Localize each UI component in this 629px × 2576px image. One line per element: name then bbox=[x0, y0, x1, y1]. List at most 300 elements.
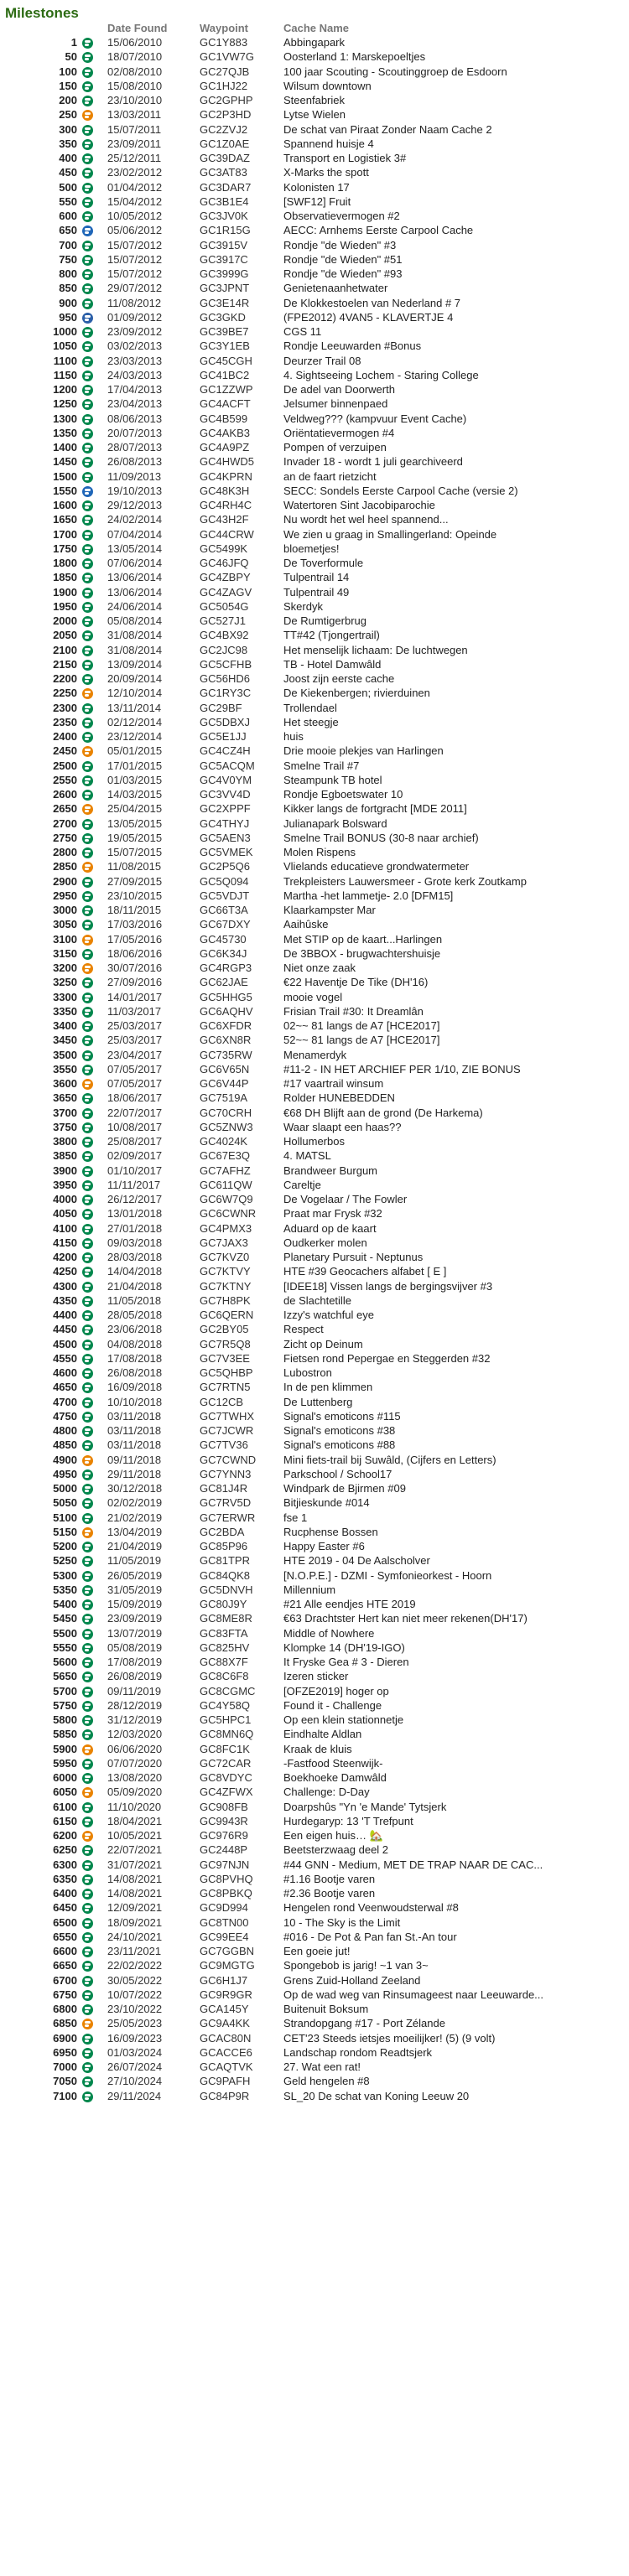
cache-name-link[interactable]: Kraak de kluis bbox=[283, 1742, 352, 1755]
cache-name-link[interactable]: Rucphense Bossen bbox=[283, 1525, 378, 1538]
cache-name-link[interactable]: #21 Alle eendjes HTE 2019 bbox=[283, 1598, 416, 1611]
cache-name-link[interactable]: SL_20 De schat van Koning Leeuw 20 bbox=[283, 2089, 470, 2102]
waypoint-link[interactable]: GC4BX92 bbox=[200, 629, 249, 642]
waypoint-link[interactable]: GC5VMEK bbox=[200, 846, 253, 859]
waypoint-link[interactable]: GC5499K bbox=[200, 542, 248, 555]
cache-name-link[interactable]: Smelne Trail #7 bbox=[283, 759, 360, 772]
cache-name-link[interactable]: [IDEE18] Vissen langs de bergingsvijver #3 bbox=[283, 1279, 493, 1293]
waypoint-link[interactable]: GC5HHG5 bbox=[200, 990, 252, 1003]
waypoint-link[interactable]: GC7RTN5 bbox=[200, 1381, 251, 1394]
cache-name-link[interactable]: Hollumerbos bbox=[283, 1135, 345, 1148]
waypoint-link[interactable]: GC5CFHB bbox=[200, 657, 252, 671]
cache-name-link[interactable]: Grens Zuid-Holland Zeeland bbox=[283, 1973, 421, 1987]
cache-name-link[interactable]: Buitenuit Boksum bbox=[283, 2003, 369, 2016]
cache-name-link[interactable]: Aduard op de kaart bbox=[283, 1221, 377, 1235]
waypoint-link[interactable]: GC2ZVJ2 bbox=[200, 122, 248, 136]
cache-name-link[interactable]: Genietenaanhetwater bbox=[283, 282, 388, 295]
cache-name-link[interactable]: Steampunk TB hotel bbox=[283, 773, 382, 786]
waypoint-link[interactable]: GC70CRH bbox=[200, 1106, 252, 1119]
waypoint-link[interactable]: GC9D994 bbox=[200, 1901, 248, 1915]
cache-name-link[interactable]: Happy Easter #6 bbox=[283, 1540, 365, 1553]
waypoint-link[interactable]: GC5ZNW3 bbox=[200, 1120, 253, 1133]
cache-name-link[interactable]: #17 vaartrail winsum bbox=[283, 1077, 384, 1091]
cache-name-link[interactable]: De Klokkestoelen van Nederland # 7 bbox=[283, 296, 461, 309]
cache-name-link[interactable]: Beetsterzwaag deel 2 bbox=[283, 1843, 389, 1857]
cache-name-link[interactable]: Een eigen huis… 🏡 bbox=[283, 1829, 383, 1843]
cache-name-link[interactable]: Frisian Trail #30: It Dreamlân bbox=[283, 1004, 424, 1018]
cache-name-link[interactable]: #2.36 Bootje varen bbox=[283, 1887, 376, 1900]
cache-name-link[interactable]: Signal's emoticons #115 bbox=[283, 1409, 401, 1423]
cache-name-link[interactable]: Klompke 14 (DH'19-IGO) bbox=[283, 1640, 405, 1654]
cache-name-link[interactable]: Rondje "de Wieden" #51 bbox=[283, 252, 403, 266]
date-found: 23/09/2012 bbox=[107, 325, 163, 339]
waypoint-link[interactable]: GC4ZAGV bbox=[200, 585, 252, 599]
waypoint-link[interactable]: GC3AT83 bbox=[200, 166, 247, 179]
cache-name-link[interactable]: Found it - Challenge bbox=[283, 1698, 382, 1712]
waypoint-link[interactable]: GC2BDA bbox=[200, 1525, 245, 1538]
cache-name-link[interactable]: mooie vogel bbox=[283, 990, 343, 1003]
cache-name-link[interactable]: 27. Wat een rat! bbox=[283, 2060, 361, 2074]
cache-type-cell bbox=[82, 744, 107, 758]
date-found: 23/09/2011 bbox=[107, 137, 162, 150]
cache-name-link[interactable]: Waar slaapt een haas?? bbox=[283, 1120, 402, 1133]
waypoint-link[interactable]: GC7H8PK bbox=[200, 1293, 251, 1307]
waypoint-link[interactable]: GC9R9GR bbox=[200, 1988, 252, 2001]
waypoint-link[interactable]: GC67E3Q bbox=[200, 1149, 250, 1163]
waypoint-link[interactable]: GC7R5Q8 bbox=[200, 1337, 251, 1350]
waypoint-link[interactable]: GC6AQHV bbox=[200, 1004, 253, 1018]
waypoint-link[interactable]: GCA145Y bbox=[200, 2003, 249, 2016]
waypoint-link[interactable]: GC6K34J bbox=[200, 946, 247, 960]
cache-name-link[interactable]: Smelne Trail BONUS (30-8 naar archief) bbox=[283, 831, 479, 844]
cache-name-link[interactable]: Skerdyk bbox=[283, 599, 323, 613]
waypoint-link[interactable]: GC3917C bbox=[200, 252, 248, 266]
waypoint-link[interactable]: GC4AKB3 bbox=[200, 426, 250, 439]
waypoint-link[interactable]: GC5DBXJ bbox=[200, 715, 250, 728]
cache-name-link[interactable]: an de faart rietzicht bbox=[283, 469, 377, 483]
waypoint-link[interactable]: GC66T3A bbox=[200, 904, 248, 917]
cache-name-link[interactable]: #016 - De Pot & Pan fan St.-An tour bbox=[283, 1930, 457, 1943]
waypoint-link[interactable]: GC4ZFWX bbox=[200, 1786, 253, 1799]
waypoint-link[interactable]: GC2XPPF bbox=[200, 802, 251, 816]
waypoint-link[interactable]: GC5DNVH bbox=[200, 1583, 253, 1596]
cache-name-link[interactable]: Hurdegaryp: 13 'T Trefpunt bbox=[283, 1814, 413, 1827]
cache-name-link[interactable]: CET'23 Steeds ietsjes moeilijker! (5) (9 volt) bbox=[283, 2031, 496, 2045]
waypoint-link[interactable]: GC7KTNY bbox=[200, 1279, 252, 1293]
waypoint-link[interactable]: GC7ERWR bbox=[200, 1511, 256, 1524]
milestone-number: 2700 bbox=[53, 816, 77, 830]
waypoint-link[interactable]: GC3E14R bbox=[200, 296, 250, 309]
cache-name-link[interactable]: -Fastfood Steenwijk- bbox=[283, 1756, 383, 1770]
cache-name-link[interactable]: #1.16 Bootje varen bbox=[283, 1872, 376, 1885]
waypoint-link[interactable]: GC7CWND bbox=[200, 1453, 257, 1466]
cache-name-link[interactable]: Oriëntatievermogen #4 bbox=[283, 426, 395, 439]
waypoint-link[interactable]: GC8CGMC bbox=[200, 1684, 256, 1697]
cache-name-link[interactable]: Praat mar Frysk #32 bbox=[283, 1207, 382, 1221]
waypoint-link[interactable]: GC12CB bbox=[200, 1395, 244, 1408]
cache-name-link[interactable]: fse 1 bbox=[283, 1511, 308, 1524]
waypoint-link[interactable]: GC5AEN3 bbox=[200, 831, 251, 844]
date-found: 13/05/2014 bbox=[107, 542, 163, 555]
cache-name-link[interactable]: AECC: Arnhems Eerste Carpool Cache bbox=[283, 224, 474, 237]
waypoint-link[interactable]: GC3Y1EB bbox=[200, 339, 250, 353]
waypoint-link[interactable]: GC8TN00 bbox=[200, 1915, 249, 1929]
waypoint-link[interactable]: GC5ACQM bbox=[200, 759, 255, 772]
cache-name-link[interactable]: Spongebob is jarig! ~1 van 3~ bbox=[283, 1959, 429, 1972]
cache-name-link[interactable]: Middle of Nowhere bbox=[283, 1626, 375, 1640]
cache-name-link[interactable]: (FPE2012) 4VAN5 - KLAVERTJE 4 bbox=[283, 310, 454, 324]
waypoint-link[interactable]: GC3915V bbox=[200, 238, 248, 251]
waypoint-link[interactable]: GCACCE6 bbox=[200, 2045, 252, 2059]
waypoint-link[interactable]: GC41BC2 bbox=[200, 368, 250, 381]
waypoint-link[interactable]: GC27QJB bbox=[200, 65, 250, 78]
cache-name-link[interactable]: huis bbox=[283, 730, 304, 744]
cache-name-link[interactable]: Het menselijk lichaam: De luchtwegen bbox=[283, 643, 468, 656]
cache-name-link[interactable]: Met STIP op de kaart...Harlingen bbox=[283, 932, 443, 946]
waypoint-link[interactable]: GC735RW bbox=[200, 1048, 252, 1061]
cache-name-link[interactable]: Transport en Logistiek 3# bbox=[283, 152, 407, 165]
waypoint-link[interactable]: GC7TV36 bbox=[200, 1438, 248, 1452]
waypoint-link[interactable]: GC83FTA bbox=[200, 1626, 248, 1640]
cache-name-link[interactable]: Millennium bbox=[283, 1583, 336, 1596]
waypoint-link[interactable]: GC67DXY bbox=[200, 918, 251, 931]
waypoint-link[interactable]: GC6XFDR bbox=[200, 1019, 252, 1033]
waypoint-link[interactable]: GC2P3HD bbox=[200, 108, 252, 122]
cache-name-link[interactable]: Kikker langs de fortgracht [MDE 2011] bbox=[283, 802, 467, 816]
waypoint-link[interactable]: GC8PBKQ bbox=[200, 1887, 252, 1900]
waypoint-link[interactable]: GC5VDJT bbox=[200, 889, 250, 902]
waypoint-link[interactable]: GCAQTVK bbox=[200, 2060, 253, 2074]
waypoint-link[interactable]: GC4ZBPY bbox=[200, 571, 251, 584]
waypoint-link[interactable]: GC9PAFH bbox=[200, 2075, 251, 2088]
waypoint-link[interactable]: GC527J1 bbox=[200, 614, 246, 628]
waypoint-link[interactable]: GC1HJ22 bbox=[200, 79, 248, 92]
cache-type-traditional-icon bbox=[82, 1368, 93, 1379]
waypoint-link[interactable]: GC9A4KK bbox=[200, 2017, 250, 2030]
cache-name-link[interactable]: Landschap rondom Readtsjerk bbox=[283, 2045, 433, 2059]
cache-name-link[interactable]: De 3BBOX - brugwachtershuisje bbox=[283, 946, 441, 960]
waypoint-link[interactable]: GC908FB bbox=[200, 1800, 248, 1813]
cache-name-link[interactable]: 10 - The Sky is the Limit bbox=[283, 1915, 401, 1929]
cache-name-link[interactable]: Op een klein stationnetje bbox=[283, 1713, 404, 1727]
cache-name-link[interactable]: Joost zijn eerste cache bbox=[283, 672, 395, 686]
waypoint-link[interactable]: GC99EE4 bbox=[200, 1930, 249, 1943]
waypoint-link[interactable]: GC5Q094 bbox=[200, 874, 249, 888]
cache-type-traditional-icon bbox=[82, 414, 93, 425]
cache-name-link[interactable]: Pompen of verzuipen bbox=[283, 441, 387, 454]
cache-name-link[interactable]: €22 Haventje De Tike (DH'16) bbox=[283, 976, 429, 989]
waypoint-link[interactable]: GC97NJN bbox=[200, 1858, 250, 1871]
waypoint-link[interactable]: GC4RH4C bbox=[200, 499, 252, 512]
cache-name-link[interactable]: SECC: Sondels Eerste Carpool Cache (versie 2) bbox=[283, 484, 518, 497]
waypoint-link[interactable]: GC88X7F bbox=[200, 1656, 248, 1669]
cache-name-link[interactable]: Geld hengelen #8 bbox=[283, 2075, 370, 2088]
waypoint-link[interactable]: GC3JV0K bbox=[200, 210, 248, 223]
cache-name-link[interactable]: [OFZE2019] hoger op bbox=[283, 1684, 389, 1697]
cache-name-link[interactable]: Rondje "de Wieden" #93 bbox=[283, 267, 403, 281]
cache-name-link[interactable]: It Fryske Gea # 3 - Dieren bbox=[283, 1656, 409, 1669]
cache-name-link[interactable]: Nu wordt het wel heel spannend... bbox=[283, 513, 449, 526]
cache-name-link[interactable]: Rolder HUNEBEDDEN bbox=[283, 1091, 395, 1105]
cache-name-link[interactable]: Martha -het lammetje- 2.0 [DFM15] bbox=[283, 889, 454, 902]
waypoint-link[interactable]: GC80J9Y bbox=[200, 1598, 247, 1611]
waypoint-link[interactable]: GC4V0YM bbox=[200, 773, 252, 786]
cache-name-link[interactable]: Rondje Egboetswater 10 bbox=[283, 788, 403, 801]
waypoint-link[interactable]: GC7AFHZ bbox=[200, 1164, 251, 1177]
cache-name-link[interactable]: [SWF12] Fruit bbox=[283, 194, 351, 208]
waypoint-link[interactable]: GC56HD6 bbox=[200, 672, 250, 686]
waypoint-link[interactable]: GC1Y883 bbox=[200, 36, 248, 49]
waypoint-link[interactable]: GC29BF bbox=[200, 701, 242, 714]
cache-name-link[interactable]: TT#42 (Tjongertrail) bbox=[283, 629, 380, 642]
waypoint-link[interactable]: GC6V65N bbox=[200, 1062, 250, 1075]
waypoint-link[interactable]: GC4ACFT bbox=[200, 397, 251, 411]
cache-name-link[interactable]: [N.O.P.E.] - DZMI - Symfonieorkest - Hoorn bbox=[283, 1568, 492, 1582]
milestone-number: 4350 bbox=[53, 1293, 77, 1307]
waypoint-link[interactable]: GC72CAR bbox=[200, 1756, 252, 1770]
waypoint-link[interactable]: GC6XN8R bbox=[200, 1034, 252, 1047]
waypoint-link[interactable]: GC6W7Q9 bbox=[200, 1193, 253, 1206]
waypoint-link[interactable]: GC84QK8 bbox=[200, 1568, 250, 1582]
waypoint-link[interactable]: GC5E1JJ bbox=[200, 730, 247, 744]
cache-name-link[interactable]: Signal's emoticons #38 bbox=[283, 1424, 396, 1438]
cache-name-link[interactable]: Rondje Leeuwarden #Bonus bbox=[283, 339, 422, 353]
waypoint-link[interactable]: GC4A9PZ bbox=[200, 441, 250, 454]
cache-name-link[interactable]: Bitjieskunde #014 bbox=[283, 1496, 370, 1510]
waypoint-link[interactable]: GC611QW bbox=[200, 1178, 252, 1191]
cache-name-link[interactable]: Molen Rispens bbox=[283, 846, 356, 859]
cache-name-link[interactable]: Steenfabriek bbox=[283, 94, 345, 107]
cache-name-link[interactable]: De Toverformule bbox=[283, 557, 364, 570]
cache-name-link[interactable]: Parkschool / School17 bbox=[283, 1467, 392, 1480]
waypoint-link[interactable]: GC6H1J7 bbox=[200, 1973, 248, 1987]
cache-name-link[interactable]: TB - Hotel Damwâld bbox=[283, 657, 382, 671]
waypoint-link[interactable]: GC81TPR bbox=[200, 1554, 250, 1568]
waypoint-link[interactable]: GC7JAX3 bbox=[200, 1236, 248, 1249]
waypoint-link[interactable]: GC2P5Q6 bbox=[200, 860, 250, 873]
table-row bbox=[0, 93, 629, 107]
waypoint-link[interactable]: GC2GPHP bbox=[200, 94, 253, 107]
waypoint-link[interactable]: GC3DAR7 bbox=[200, 180, 252, 194]
cache-name-link[interactable]: De Kiekenbergen; rivierduinen bbox=[283, 687, 430, 700]
cache-name-link[interactable]: HTE 2019 - 04 De Aalscholver bbox=[283, 1554, 430, 1568]
waypoint-link[interactable]: GC46JFQ bbox=[200, 557, 249, 570]
waypoint-link[interactable]: GC4B599 bbox=[200, 412, 248, 425]
cache-name-link[interactable]: Het steegje bbox=[283, 715, 339, 728]
cache-name-link[interactable]: Op de wad weg van Rinsumageest naar Leeuwarde... bbox=[283, 1988, 544, 2001]
date-found: 11/10/2020 bbox=[107, 1800, 162, 1813]
cache-name-link[interactable]: Planetary Pursuit - Neptunus bbox=[283, 1251, 424, 1264]
cache-name-link[interactable]: Trekpleisters Lauwersmeer - Grote kerk Zoutkamp bbox=[283, 874, 527, 888]
waypoint-link[interactable]: GC6QERN bbox=[200, 1309, 254, 1322]
waypoint-link[interactable]: GC8MN6Q bbox=[200, 1728, 254, 1741]
cache-name-link[interactable]: Deurzer Trail 08 bbox=[283, 354, 361, 367]
cache-name-link[interactable]: In de pen klimmen bbox=[283, 1381, 373, 1394]
waypoint-link[interactable]: GC2448P bbox=[200, 1843, 248, 1857]
cache-name-link[interactable]: Boekhoeke Damwâld bbox=[283, 1771, 387, 1785]
waypoint-link[interactable]: GC1R15G bbox=[200, 224, 251, 237]
waypoint-link[interactable]: GC1Z0AE bbox=[200, 137, 250, 150]
waypoint-link[interactable]: GC7KTVY bbox=[200, 1265, 251, 1278]
waypoint-link[interactable]: GC45730 bbox=[200, 932, 247, 946]
cache-name-link[interactable]: Klaarkampster Mar bbox=[283, 904, 376, 917]
waypoint-link[interactable]: GC2JC98 bbox=[200, 643, 248, 656]
waypoint-link[interactable]: GC976R9 bbox=[200, 1829, 248, 1843]
waypoint-link[interactable]: GC7V3EE bbox=[200, 1351, 250, 1365]
waypoint-link[interactable]: GC5QHBP bbox=[200, 1366, 253, 1380]
waypoint-link[interactable]: GC8FC1K bbox=[200, 1742, 250, 1755]
cache-name-link[interactable]: bloemetjes! bbox=[283, 542, 340, 555]
cache-name-link[interactable]: €68 DH Blijft aan de grond (De Harkema) bbox=[283, 1106, 483, 1119]
cache-name-link[interactable]: Niet onze zaak bbox=[283, 961, 356, 975]
cache-name-link[interactable]: Kolonisten 17 bbox=[283, 180, 350, 194]
waypoint-link[interactable]: GC9MGTG bbox=[200, 1959, 255, 1972]
waypoint-link[interactable]: GC4024K bbox=[200, 1135, 248, 1148]
cache-name-link[interactable]: Jelsumer binnenpaed bbox=[283, 397, 388, 411]
waypoint-link[interactable]: GCAC80N bbox=[200, 2031, 252, 2045]
cache-name-link[interactable]: De adel van Doorwerth bbox=[283, 383, 395, 397]
waypoint-link[interactable]: GC6CWNR bbox=[200, 1207, 257, 1221]
cache-name-link[interactable]: Zicht op Deinum bbox=[283, 1337, 363, 1350]
cache-name-link[interactable]: 4. MATSL bbox=[283, 1149, 331, 1163]
cache-name-link[interactable]: Eindhalte Aldlan bbox=[283, 1728, 362, 1741]
waypoint-link[interactable]: GC7TWHX bbox=[200, 1409, 254, 1423]
cache-name-link[interactable]: Hengelen rond Veenwoudsterwal #8 bbox=[283, 1901, 459, 1915]
waypoint-link[interactable]: GC81J4R bbox=[200, 1482, 248, 1495]
waypoint-link[interactable]: GC1ZZWP bbox=[200, 383, 253, 397]
cache-name-link[interactable]: #11-2 - IN HET ARCHIEF PER 1/10, ZIE BONUS bbox=[283, 1062, 521, 1075]
waypoint-link[interactable]: GC4CZ4H bbox=[200, 744, 251, 758]
cache-name-link[interactable]: Tulpentrail 49 bbox=[283, 585, 350, 599]
cache-name-link[interactable]: Vlielands educatieve grondwatermeter bbox=[283, 860, 470, 873]
waypoint-link[interactable]: GC825HV bbox=[200, 1640, 250, 1654]
waypoint-link[interactable]: GC4Y58Q bbox=[200, 1698, 250, 1712]
waypoint-link[interactable]: GC4HWD5 bbox=[200, 455, 255, 469]
cache-name-link[interactable]: Mini fiets-trail bij Suwâld, (Cijfers en Letters) bbox=[283, 1453, 496, 1466]
cache-name-link[interactable]: Veldweg??? (kampvuur Event Cache) bbox=[283, 412, 467, 425]
waypoint-link[interactable]: GC6V44P bbox=[200, 1077, 249, 1091]
cache-type-traditional-icon bbox=[82, 1614, 93, 1625]
cache-name-link[interactable]: Fietsen rond Pepergae en Steggerden #32 bbox=[283, 1351, 491, 1365]
waypoint-link[interactable]: GC4PMX3 bbox=[200, 1221, 252, 1235]
waypoint-link[interactable]: GC1RY3C bbox=[200, 687, 252, 700]
cache-name-link[interactable]: We zien u graag in Smallingerland: Opeinde bbox=[283, 527, 497, 541]
cache-name-link[interactable]: Observatievermogen #2 bbox=[283, 210, 400, 223]
cache-name-link[interactable]: De Luttenberg bbox=[283, 1395, 353, 1408]
cache-name-link[interactable]: Drie mooie plekjes van Harlingen bbox=[283, 744, 444, 758]
waypoint-link[interactable]: GC4THYJ bbox=[200, 816, 250, 830]
cache-name-link[interactable]: Tulpentrail 14 bbox=[283, 571, 350, 584]
waypoint-link[interactable]: GC45CGH bbox=[200, 354, 252, 367]
cache-name-link[interactable]: Een goeie jut! bbox=[283, 1945, 351, 1958]
waypoint-link[interactable]: GC84P9R bbox=[200, 2089, 250, 2102]
cache-name-link[interactable]: De Rumtigerbrug bbox=[283, 614, 366, 628]
cache-name-link[interactable]: De Vogelaar / The Fowler bbox=[283, 1193, 408, 1206]
waypoint-link[interactable]: GC4KPRN bbox=[200, 469, 252, 483]
cache-name-link[interactable]: De schat van Piraat Zonder Naam Cache 2 bbox=[283, 122, 492, 136]
cache-name-link[interactable]: Julianapark Bolsward bbox=[283, 816, 387, 830]
waypoint-link[interactable]: GC7JCWR bbox=[200, 1424, 254, 1438]
cache-name-link[interactable]: Careltje bbox=[283, 1178, 321, 1191]
cache-name-link[interactable]: 4. Sightseeing Lochem - Staring College bbox=[283, 368, 479, 381]
cache-name-link[interactable]: Respect bbox=[283, 1323, 324, 1336]
cache-name-link[interactable]: Lubostron bbox=[283, 1366, 332, 1380]
cache-name-link[interactable]: HTE #39 Geocachers alfabet [ E ] bbox=[283, 1265, 447, 1278]
waypoint-link[interactable]: GC7GGBN bbox=[200, 1945, 255, 1958]
cache-name-link[interactable]: Lytse Wielen bbox=[283, 108, 346, 122]
cache-name-link[interactable]: Trollendael bbox=[283, 701, 337, 714]
waypoint-link[interactable]: GC8ME8R bbox=[200, 1612, 252, 1625]
cache-name-link[interactable]: Abbingapark bbox=[283, 36, 345, 49]
cache-name-link[interactable]: Strandopgang #17 - Port Zélande bbox=[283, 2017, 445, 2030]
cache-name-link[interactable]: Watertoren Sint Jacobiparochie bbox=[283, 499, 435, 512]
waypoint-link[interactable]: GC5HPC1 bbox=[200, 1713, 252, 1727]
waypoint-link[interactable]: GC4RGP3 bbox=[200, 961, 252, 975]
waypoint-link[interactable]: GC3B1E4 bbox=[200, 194, 249, 208]
waypoint-link[interactable]: GC44CRW bbox=[200, 527, 254, 541]
waypoint-link[interactable]: GC8PVHQ bbox=[200, 1872, 253, 1885]
waypoint-link[interactable]: GC48K3H bbox=[200, 484, 250, 497]
cache-name-link[interactable]: Invader 18 - wordt 1 juli gearchiveerd bbox=[283, 455, 463, 469]
cache-name-link[interactable]: Oudkerker molen bbox=[283, 1236, 367, 1249]
waypoint-link[interactable]: GC9943R bbox=[200, 1814, 248, 1827]
date-found: 30/12/2018 bbox=[107, 1482, 163, 1495]
cache-name-link[interactable]: 100 jaar Scouting - Scoutinggroep de Esdoorn bbox=[283, 65, 507, 78]
waypoint-link[interactable]: GC7RV5D bbox=[200, 1496, 252, 1510]
waypoint-link[interactable]: GC39BE7 bbox=[200, 325, 249, 339]
cache-name-link[interactable]: Izeren sticker bbox=[283, 1670, 349, 1683]
cache-name-link[interactable]: de Slachtetille bbox=[283, 1293, 351, 1307]
milestone-number: 4150 bbox=[53, 1236, 77, 1249]
cache-name-link[interactable]: 52~~ 81 langs de A7 [HCE2017] bbox=[283, 1034, 440, 1047]
waypoint-link[interactable]: GC3JPNT bbox=[200, 282, 250, 295]
waypoint-link[interactable]: GC7519A bbox=[200, 1091, 248, 1105]
waypoint-link[interactable]: GC3GKD bbox=[200, 310, 246, 324]
cache-name-link[interactable]: Spannend huisje 4 bbox=[283, 137, 374, 150]
cache-name-link[interactable]: Windpark de Bjirmen #09 bbox=[283, 1482, 406, 1495]
waypoint-link[interactable]: GC1VW7G bbox=[200, 50, 255, 64]
waypoint-link[interactable]: GC8C6F8 bbox=[200, 1670, 249, 1683]
waypoint-link[interactable]: GC7KVZ0 bbox=[200, 1251, 250, 1264]
waypoint-link[interactable]: GC2BY05 bbox=[200, 1323, 249, 1336]
cache-type-cell bbox=[82, 512, 107, 526]
cache-name-link[interactable]: Signal's emoticons #88 bbox=[283, 1438, 396, 1452]
cache-name-link[interactable]: Doarpshûs "Yn 'e Mande' Tytsjerk bbox=[283, 1800, 447, 1813]
waypoint-link[interactable]: GC43H2F bbox=[200, 513, 249, 526]
waypoint-link[interactable]: GC62JAE bbox=[200, 976, 248, 989]
cache-name-link[interactable]: Challenge: D-Day bbox=[283, 1786, 370, 1799]
cache-name-link[interactable]: CGS 11 bbox=[283, 325, 322, 339]
waypoint-link[interactable]: GC3999G bbox=[200, 267, 249, 281]
cache-name-link[interactable]: Wilsum downtown bbox=[283, 79, 372, 92]
cache-name-link[interactable]: Izzy's watchful eye bbox=[283, 1309, 374, 1322]
cache-name-link[interactable]: Menamerdyk bbox=[283, 1048, 347, 1061]
waypoint-link[interactable]: GC7YNN3 bbox=[200, 1467, 252, 1480]
waypoint-link[interactable]: GC5054G bbox=[200, 599, 249, 613]
cache-name-link[interactable]: 02~~ 81 langs de A7 [HCE2017] bbox=[283, 1019, 440, 1033]
cache-name-link[interactable]: Rondje "de Wieden" #3 bbox=[283, 238, 397, 251]
cache-name-link[interactable]: #44 GNN - Medium, MET DE TRAP NAAR DE CAC... bbox=[283, 1858, 543, 1871]
cache-name-link[interactable]: Aaihûske bbox=[283, 918, 329, 931]
waypoint-link[interactable]: GC85P96 bbox=[200, 1540, 248, 1553]
waypoint-link[interactable]: GC39DAZ bbox=[200, 152, 250, 165]
waypoint-link[interactable]: GC8VDYC bbox=[200, 1771, 252, 1785]
cache-name-link[interactable]: €63 Drachtster Hert kan niet meer rekenen(DH'17) bbox=[283, 1612, 528, 1625]
waypoint-link[interactable]: GC3VV4D bbox=[200, 788, 251, 801]
cache-name-link[interactable]: X-Marks the spott bbox=[283, 166, 369, 179]
cache-name-link[interactable]: Oosterland 1: Marskepoeltjes bbox=[283, 50, 426, 64]
cache-name-link[interactable]: Brandweer Burgum bbox=[283, 1164, 377, 1177]
